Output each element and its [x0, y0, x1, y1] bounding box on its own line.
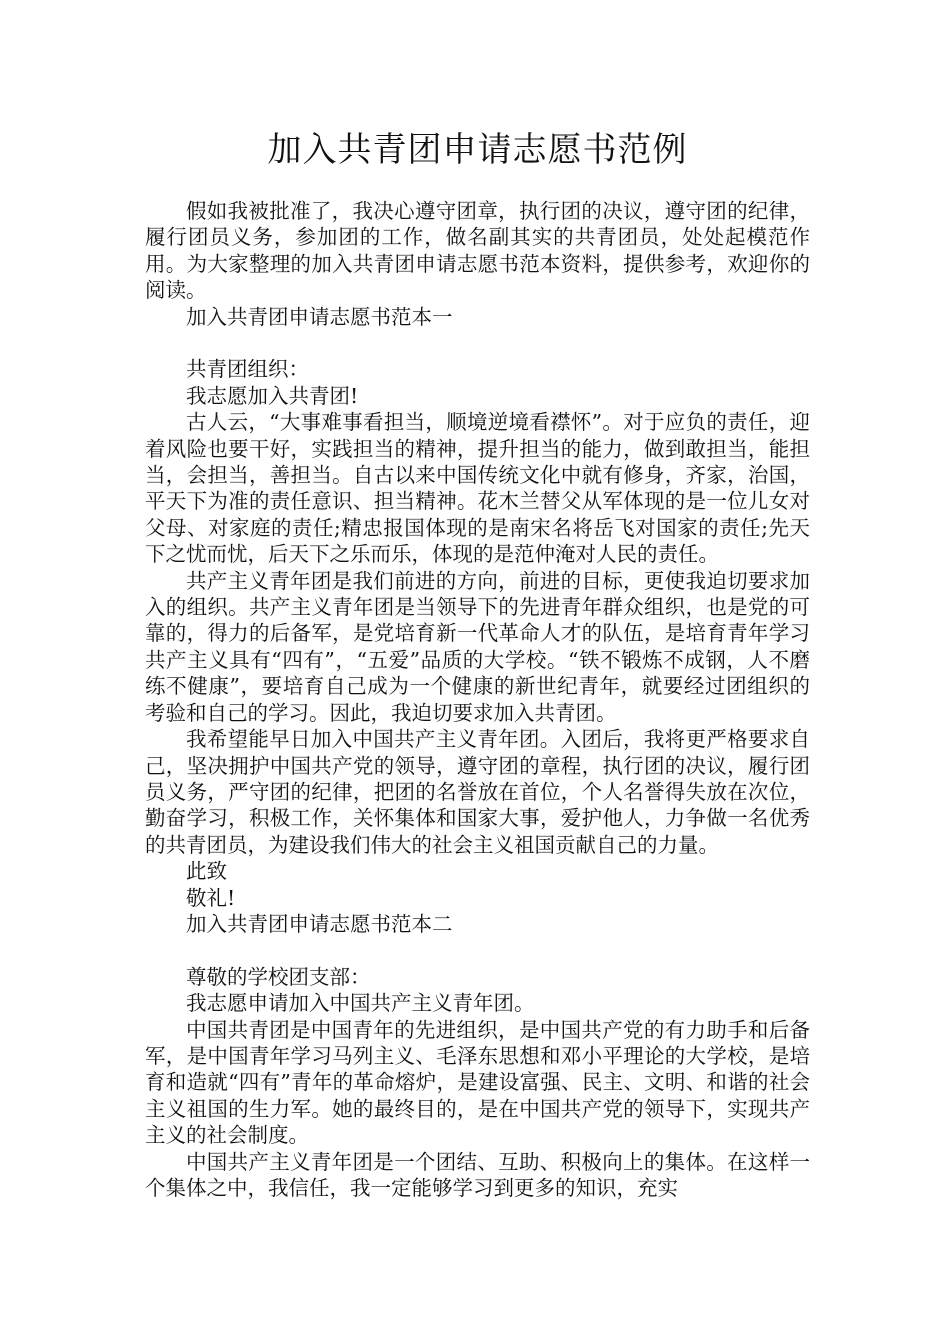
intro-paragraph: 假如我被批准了，我决心遵守团章，执行团的决议，遵守团的纪律，履行团员义务，参加团的工作，做名副其实的共青团员，处处起模范作用。为大家整理的加入共青团申请志愿书范本资料，提供参考，欢迎你的阅读。: [145, 199, 810, 303]
sample1-paragraph-1: 古人云，“大事难事看担当，顺境逆境看襟怀”。对于应负的责任，迎着风险也要干好，实践担当的精神，提升担当的能力，做到敢担当，能担当，会担当，善担当。自古以来中国传统文化中就有修身，齐家，治国，平天下为准的责任意识、担当精神。花木兰替父从军体现的是一位儿女对父母、对家庭的责任;精忠报国体现的是南宋名将岳飞对国家的责任;先天下之忧而忧，后天下之乐而乐，体现的是范仲淹对人民的责任。: [145, 410, 810, 567]
blank-line: [145, 937, 810, 963]
sample1-closing-1: 此致: [186, 859, 227, 884]
blank-line: [145, 330, 810, 356]
sample2-opening: 我志愿申请加入中国共产主义青年团。: [186, 991, 535, 1016]
sample2-paragraph-2: 中国共产主义青年团是一个团结、互助、积极向上的集体。在这样一个集体之中，我信任，我一定能够学习到更多的知识，充实: [145, 1149, 810, 1200]
sample1-closing-2: 敬礼!: [186, 885, 236, 910]
sample1-heading: 加入共青团申请志愿书范本一: [186, 304, 453, 329]
sample1-salutation: 共青团组织：: [186, 357, 309, 382]
sample1-paragraph-3: 我希望能早日加入中国共产主义青年团。入团后，我将更严格要求自己，坚决拥护中国共产党的领导，遵守团的章程，执行团的决议，履行团员义务，严守团的纪律，把团的名誉放在首位，个人名誉得失放在次位，勤奋学习，积极工作，关怀集体和国家大事，爱护他人，力争做一名优秀的共青团员，为建设我们伟大的社会主义祖国贡献自己的力量。: [145, 727, 810, 857]
sample1-paragraph-2: 共产主义青年团是我们前进的方向，前进的目标，更使我迫切要求加入的组织。共产主义青年团是当领导下的先进青年群众组织，也是党的可靠的，得力的后备军，是党培育新一代革命人才的队伍，是培育青年学习共产主义具有“四有”，“五爱”品质的大学校。“铁不锻炼不成钢，人不磨练不健康”，要培育自己成为一个健康的新世纪青年，就要经过团组织的考验和自己的学习。因此，我迫切要求加入共青团。: [145, 568, 810, 725]
sample2-heading: 加入共青团申请志愿书范本二: [186, 911, 453, 936]
document-body: [145, 198, 810, 1201]
sample2-salutation: 尊敬的学校团支部：: [186, 964, 371, 989]
sample2-paragraph-1: 中国共青团是中国青年的先进组织，是中国共产党的有力助手和后备军，是中国青年学习马列主义、毛泽东思想和邓小平理论的大学校，是培育和造就“四有”青年的革命熔炉，是建设富强、民主、文明、和谐的社会主义祖国的生力军。她的最终目的，是在中国共产党的领导下，实现共产主义的社会制度。: [145, 1017, 810, 1148]
document-title: 加入共青团申请志愿书范例: [267, 130, 688, 170]
document-page: [145, 128, 810, 1201]
sample1-opening: 我志愿加入共青团!: [186, 383, 359, 408]
